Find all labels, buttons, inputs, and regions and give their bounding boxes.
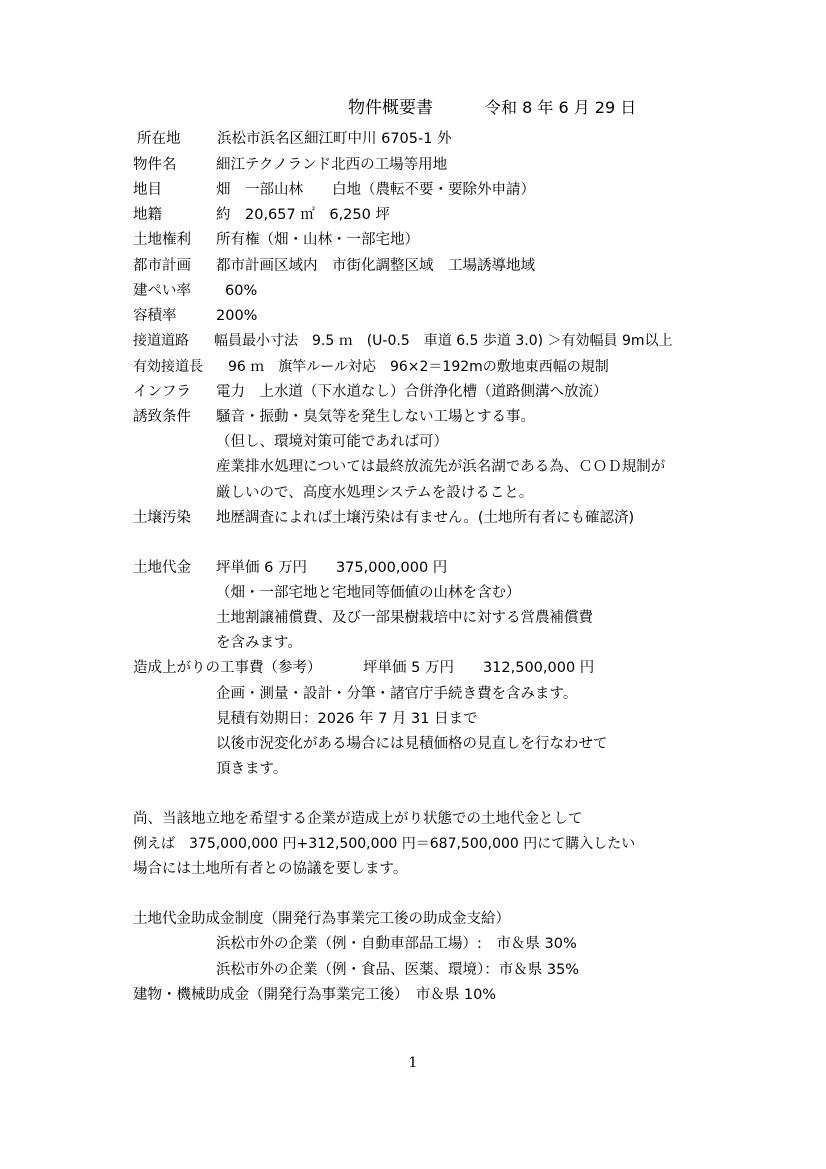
- row-infrastructure: [133, 382, 608, 402]
- row-label: 土地代金: [133, 560, 191, 576]
- remark-line: 例えば 375,000,000 円+312,500,000 円＝687,500,000 円にて購入したい: [133, 836, 636, 852]
- row-label: 土壌汚染: [133, 510, 191, 526]
- land-price-note: 土地割譲補償費、及び一部果樹栽培中に対する営農補償費: [216, 610, 593, 626]
- row-floor-area-ratio: [133, 306, 257, 326]
- land-price-note: を含みます。: [216, 635, 302, 651]
- row-value: 96 ｍ 旗竿ルール対応 96×2＝192mの敷地東西幅の規制: [228, 359, 609, 375]
- row-label: 接道道路: [133, 333, 189, 349]
- subsidy-item: 浜松市外の企業（例・自動車部品工場）: 市＆県 30%: [216, 936, 577, 952]
- row-attraction-conditions: [133, 407, 535, 427]
- row-value: 所有権（畑・山林・一部宅地）: [216, 232, 419, 248]
- row-label: 地籍: [133, 207, 162, 223]
- row-land-category: [133, 180, 535, 200]
- remark-line: 場合には土地所有者との協議を要します。: [133, 861, 408, 877]
- row-value: 約 20,657 ㎡ 6,250 坪: [216, 207, 390, 223]
- row-label: 容積率: [133, 308, 177, 324]
- row-label: インフラ: [133, 384, 191, 400]
- subsidy-heading: 土地代金助成金制度（開発行為事業完工後の助成金支給）: [133, 911, 510, 927]
- construction-note: 見積有効期日：2026 年 7 月 31 日まで: [216, 711, 478, 727]
- land-price-note: （畑・一部宅地と宅地同等価値の山林を含む）: [216, 585, 521, 601]
- row-value: 坪単価 5 万円 312,500,000 円: [363, 660, 595, 676]
- row-access-road: [133, 331, 673, 351]
- row-land-rights: [133, 230, 419, 250]
- row-value: 浜松市浜名区細江町中川 6705-1 外: [217, 131, 452, 147]
- row-area: [133, 205, 390, 225]
- row-coverage-ratio: [133, 281, 257, 301]
- subsidy-item: 浜松市外の企業（例・食品、医薬、環境）：市＆県 35%: [216, 962, 580, 978]
- attraction-note: （但し、環境対策可能であれば可）: [216, 434, 448, 450]
- row-value: 騒音・振動・臭気等を発生しない工場とする事。: [216, 409, 535, 425]
- construction-note: 以後市況変化がある場合には見積価格の見直しを行なわせて: [216, 736, 608, 752]
- row-city-planning: [133, 256, 535, 276]
- row-label: 建ぺい率: [133, 283, 191, 299]
- row-label: 物件名: [133, 157, 177, 173]
- subsidy-building: 建物・機械助成金（開発行為事業完工後） 市＆県 10%: [133, 987, 497, 1003]
- attraction-note: 産業排水処理については最終放流先が浜名湖である為、ＣＯＤ規制が: [216, 459, 666, 475]
- attraction-note: 厳しいので、高度水処理システムを設けること。: [216, 485, 534, 501]
- row-label: 都市計画: [133, 258, 191, 274]
- row-value: 細江テクノランド北西の工場等用地: [216, 157, 448, 173]
- row-property-name: [133, 155, 447, 175]
- page-number: 1: [408, 1055, 418, 1071]
- row-location: [137, 129, 452, 149]
- title-row: [348, 93, 636, 118]
- row-value: 電力 上水道（下水道なし）合併浄化槽（道路側溝へ放流）: [216, 384, 608, 400]
- document-title: 物件概要書: [348, 98, 433, 118]
- row-value: 坪単価 6 万円 375,000,000 円: [216, 560, 448, 576]
- row-label: 造成上がりの工事費（参考）: [133, 660, 322, 676]
- row-label: 誘致条件: [133, 409, 191, 425]
- row-label: 有効接道長: [133, 359, 203, 375]
- construction-note: 企画・測量・設計・分筆・諸官庁手続き費を含みます。: [216, 686, 578, 702]
- document-date: 令和 8 年 6 月 29 日: [485, 98, 637, 117]
- row-soil-contamination: [133, 508, 634, 528]
- row-value: 60%: [225, 283, 258, 299]
- row-value: 幅員最小寸法 9.5 ｍ (U-0.5 車道 6.5 歩道 3.0) ＞有効幅員 9m以上: [214, 333, 673, 349]
- remark-line: 尚、当該地立地を希望する企業が造成上がり状態での土地代金として: [133, 811, 583, 827]
- row-value: 都市計画区域内 市街化調整区域 工場誘導地域: [216, 258, 535, 274]
- row-land-price: [133, 558, 447, 578]
- row-label: 所在地: [137, 131, 181, 147]
- row-label: 地目: [133, 182, 162, 198]
- row-frontage: [133, 357, 609, 377]
- construction-note: 頂きます。: [216, 761, 288, 777]
- row-value: 地歴調査によれば土壌汚染は有ません。(土地所有者にも確認済): [216, 510, 635, 526]
- row-construction-cost: [133, 658, 594, 678]
- row-label: 土地権利: [133, 232, 191, 248]
- row-value: 畑 一部山林 白地（農転不要・要除外申請）: [216, 182, 535, 198]
- row-value: 200%: [216, 308, 258, 324]
